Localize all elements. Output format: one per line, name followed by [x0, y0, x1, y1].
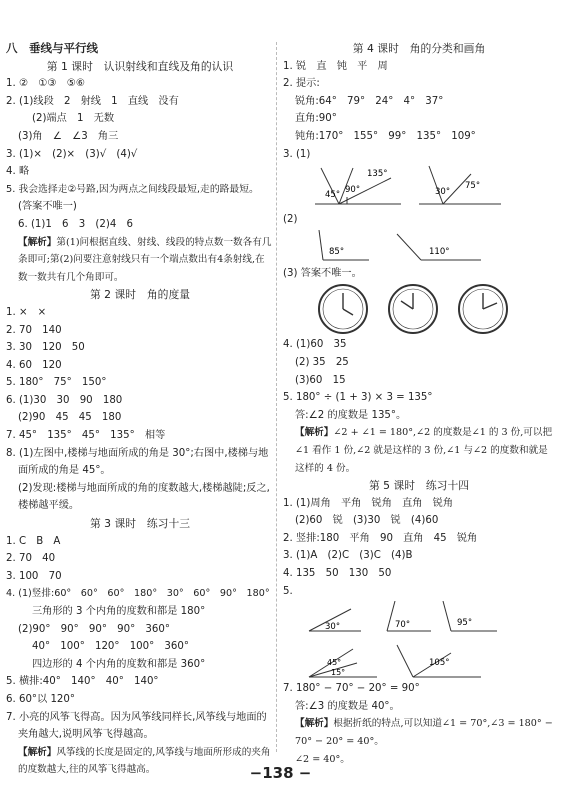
angle-label: 15°	[331, 668, 346, 678]
answer-line: 1. ② ①③ ⑤⑥	[6, 78, 85, 90]
angle-figure-q5	[301, 601, 531, 679]
answer-line: 3. 100 70	[6, 570, 62, 582]
page-number: −138 −	[249, 764, 312, 782]
angle-label: 110°	[429, 246, 450, 257]
note-text: ∠2 + ∠1 = 180°,∠2 的度数是∠1 的 3 份,可以把∠1 看作 1 份,∠2 就是这样的 3 份,∠1 与∠2 的度数和就是这样的 4 份。	[295, 427, 553, 474]
answer-line: 40° 100° 120° 100° 360°	[32, 641, 189, 653]
answer-line: 4. 60 120	[6, 359, 62, 371]
lesson5-title: 第 5 课时 练习十四	[368, 479, 470, 493]
answer-line: 2. 70 140	[6, 324, 62, 336]
note-label: 【解析】	[295, 718, 334, 730]
lesson2-title: 第 2 课时 角的度量	[89, 288, 191, 302]
lesson1-title: 第 1 课时 认识射线和直线及角的认识	[46, 59, 234, 73]
answer-line: (2)90° 90° 90° 90° 360°	[18, 623, 170, 635]
answer-line: (2) 35 25	[295, 356, 349, 368]
angle-label: 90°	[345, 185, 361, 196]
answer-line: 7. 小亮的风筝飞得高。因为风筝线同样长,风筝线与地面的夹角越大,说明风筝飞得越高。	[6, 711, 267, 741]
angle-figure-q3-1	[301, 164, 521, 210]
answer-line: 1. (1)周角 平角 锐角 直角 锐角	[283, 497, 454, 509]
analysis-note-continued: ∠2 = 40°。	[295, 753, 350, 765]
angle-label: 95°	[457, 618, 473, 629]
answer-line: 7. 45° 135° 45° 135° 相等	[6, 430, 166, 442]
angle-label: 70°	[395, 620, 411, 631]
note-text: 风筝线的长度是固定的,风筝线与地面所形成的夹角的度数越大,往的风筝飞得越高。	[18, 746, 271, 776]
answer-line: 锐角:64° 79° 24° 4° 37°	[295, 95, 444, 107]
answer-line: (2)端点 1 无数	[32, 113, 115, 125]
analysis-note	[6, 234, 274, 287]
clock-figures	[301, 283, 521, 335]
answer-line: (答案不唯一)	[18, 201, 77, 213]
answer-line: 钝角:170° 155° 99° 135° 109°	[295, 130, 476, 142]
answer-line: 4. 135 50 130 50	[283, 568, 392, 580]
answer-line: (3)角 ∠ ∠3 角三	[18, 130, 119, 142]
answer-line: 5. 我会选择走②号路,因为两点之间线段最短,走的路最短。	[6, 183, 259, 195]
answer-line: 5. 横排:40° 140° 40° 140°	[6, 676, 159, 688]
answer-line: 7. 180° − 70° − 20° = 90°	[283, 683, 420, 695]
answer-line: 答:∠3 的度数是 40°。	[295, 700, 400, 712]
answer-line: (2)60 锐 (3)30 锐 (4)60	[295, 515, 439, 527]
note-text: 根据折纸的特点,可以知道∠1 = 70°,∠3 = 180° − 70° − 20° = 40°。	[295, 718, 553, 748]
answer-line: (2)90 45 45 180	[18, 412, 122, 424]
answer-line: 5. 180° 75° 150°	[6, 377, 107, 389]
answer-line: 5.	[283, 585, 293, 597]
analysis-note	[283, 424, 555, 477]
answer-line: 直角:90°	[295, 113, 337, 125]
answer-line: 2. 提示:	[283, 78, 320, 90]
answer-line: 3. (1)A (2)C (3)C (4)B	[283, 550, 413, 562]
angle-label: 30°	[435, 187, 451, 198]
answer-line: 2. 70 40	[6, 553, 56, 565]
note-text: 第(1)问根据直线、射线、线段的特点数一数各有几条即可;第(2)问要注意射线只有一个端点数出有4条射线,在数一数共有几个角即可。	[18, 236, 272, 283]
answer-line: 6. (1)1 6 3 (2)4 6	[18, 218, 133, 230]
column-divider	[276, 42, 277, 752]
answer-line: 4. 略	[6, 166, 30, 178]
angle-label: 105°	[429, 658, 450, 669]
answer-line: 6. (1)30 30 90 180	[6, 394, 123, 406]
answer-line: 3. (1)	[283, 148, 311, 160]
angle-label: 85°	[329, 246, 345, 257]
answer-line: 四边形的 4 个内角的度数和都是 360°	[32, 658, 206, 670]
lesson3-title: 第 3 课时 练习十三	[89, 517, 191, 531]
analysis-note	[283, 715, 555, 750]
angle-label: 135°	[367, 169, 388, 180]
note-label: 【解析】	[18, 236, 57, 248]
answer-line: 3. 30 120 50	[6, 342, 85, 354]
answer-line: 答:∠2 的度数是 135°。	[295, 409, 407, 421]
answer-line: (2)发现:楼梯与地面所成的角的度数越大,楼梯越陡;反之,楼梯越平缓。	[18, 482, 270, 512]
unit-title: 八 垂线与平行线	[6, 41, 98, 55]
answer-line: 1. × ×	[6, 306, 47, 318]
angle-label: 45°	[327, 658, 342, 668]
lesson4-title: 第 4 课时 角的分类和画角	[352, 42, 486, 55]
answer-line: 1. C B A	[6, 535, 61, 547]
angle-label: 75°	[465, 181, 481, 192]
right-column	[283, 40, 555, 768]
answer-line: 2. (1)线段 2 射线 1 直线 没有	[6, 95, 179, 107]
answer-line: 6. 60°以 120°	[6, 693, 75, 705]
answer-line: 2. 竖排:180 平角 90 直角 45 锐角	[283, 532, 478, 544]
angle-figure-q3-2	[301, 230, 521, 264]
answer-line: (2)	[283, 214, 298, 226]
angle-label: 45°	[325, 190, 341, 201]
note-label: 【解析】	[295, 427, 334, 439]
answer-line: 三角形的 3 个内角的度数和都是 180°	[32, 606, 206, 617]
answer-line: 5. 180° ÷ (1 + 3) × 3 = 135°	[283, 392, 433, 404]
answer-line: (3)60 15	[295, 374, 346, 386]
note-label: 【解析】	[18, 746, 57, 758]
answer-line: 8. (1)左图中,楼梯与地面所成的角是 30°;右图中,楼梯与地面所成的角是 45°。	[6, 447, 269, 477]
answer-line: 1. 锐 直 钝 平 周	[283, 60, 388, 72]
answer-line: 4. (1)竖排:60° 60° 60° 180° 30° 60° 90° 180°	[6, 588, 270, 600]
answer-line: 4. (1)60 35	[283, 339, 347, 351]
answer-line: 3. (1)× (2)× (3)√ (4)√	[6, 148, 138, 160]
left-column	[6, 40, 274, 779]
answer-line: (3) 答案不唯一。	[283, 267, 362, 279]
angle-label: 30°	[325, 622, 341, 633]
